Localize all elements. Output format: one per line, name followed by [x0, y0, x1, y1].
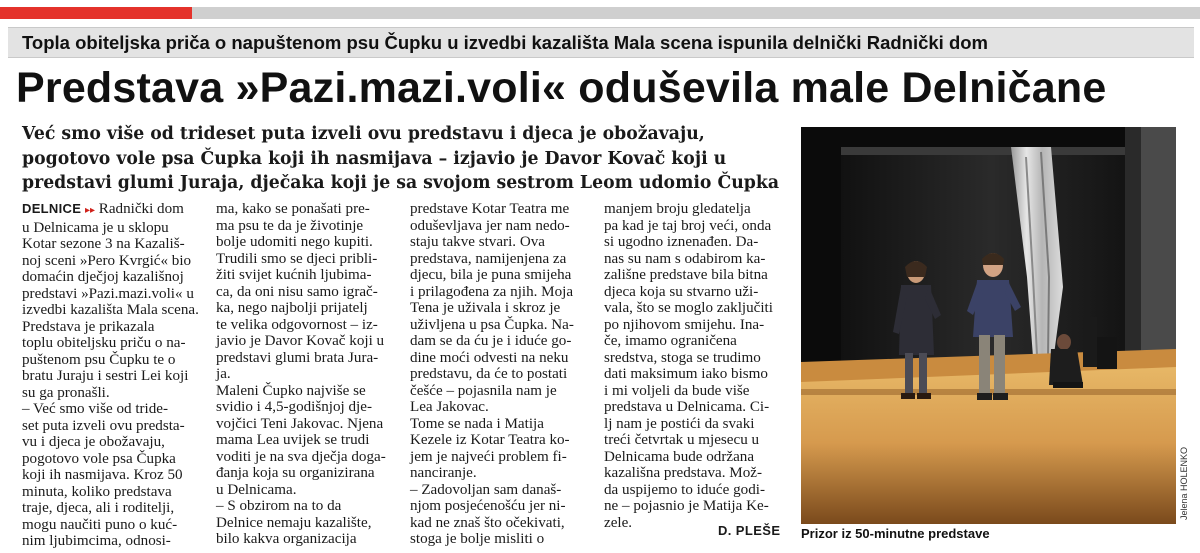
column-line: češće – pojasnila nam je [410, 382, 557, 399]
column-line: pogotovo vole psa Čupka [22, 450, 176, 467]
column-line: ne – pojasnio je Matija Ke- [604, 498, 769, 514]
column-line: dati maksimum iako bismo [604, 366, 768, 382]
column-line: lj nam je postići da svaki [604, 415, 755, 432]
column-line: ma, kako se ponašati pre- [216, 201, 370, 217]
column-line: če, imamo ograničena [604, 333, 737, 349]
column-line: si ugodno iznenađen. Da- [604, 234, 759, 250]
column-line: koji ih nasmijava. Kroz 50 [22, 467, 183, 483]
column-line: Kezele iz Kotar Teatra ko- [410, 432, 570, 448]
column-line: kazališna predstava. Mož- [604, 465, 762, 481]
column-line: Maleni Čupko najviše se [216, 382, 366, 399]
column-line: predstava, namijenjena za [410, 250, 567, 267]
column-line: noj sceni »Pero Kvrgić« bio [22, 252, 192, 269]
column-line: te velika odgovornost – iz- [216, 316, 378, 333]
column-line: vu i djeca je obožavaju, [22, 434, 165, 450]
column-line: predstave Kotar Teatra me [410, 201, 570, 217]
column-line: nim ljubimcima, odnosi- [22, 533, 171, 549]
column-line: da uspijemo to iduće godi- [604, 481, 765, 498]
column-line: pa kad je taj broj veći, onda [604, 217, 772, 234]
byline: D. PLEŠE [718, 523, 781, 538]
column-line: minuta, koliko predstava [22, 483, 172, 500]
headline: Predstava »Pazi.mazi.voli« oduševila male Delničane [16, 64, 1107, 112]
top-color-bar [0, 7, 1200, 19]
column-line: javio je Davor Kovač koji u [216, 333, 385, 349]
column-line: bolje udomiti nego kupiti. [216, 234, 373, 250]
red-accent-bar [0, 7, 192, 19]
column-line: mama Lea uvijek se trudi [216, 432, 370, 448]
column-line: stoga je bolje misliti o [410, 531, 545, 547]
column-line: žiti svijet kućnih ljubima- [216, 267, 372, 283]
column-line: bratu Juraju i sestri Lei koji [22, 368, 189, 384]
article-column-2 [216, 201, 402, 548]
column-line: đanja koja su organizirana [216, 465, 375, 481]
column-line: uživljena u psa Čupka. Na- [410, 316, 574, 333]
column-line: staju takve stvari. Ova [410, 234, 545, 250]
column-line: i prilagođena za njih. Moja [410, 283, 574, 300]
column-line: mogu naučiti puno o kuć- [22, 516, 178, 533]
column-line: po njihovom smijehu. Ina- [604, 316, 765, 333]
column-line: ca, da oni nisu samo igrač- [216, 283, 378, 300]
column-line: u Delnicama je u sklopu [22, 219, 169, 236]
column-line: Lea Jakovac. [410, 399, 489, 415]
column-line: predstava u Delnicama. Ci- [604, 399, 770, 415]
stage-photo [801, 127, 1176, 524]
lead-line: pogotovo vole psa Čupka koji ih nasmijava – izjavio je Davor Kovač koji u [22, 148, 727, 169]
column-line: Tena je uživala i skroz je [410, 300, 561, 316]
article-column-1 [22, 201, 208, 550]
column-line: manjem broju gledatelja [604, 201, 751, 217]
photo-caption: Prizor iz 50-minutne predstave [801, 526, 990, 541]
column-line: nanciranje. [410, 465, 477, 481]
column-line: puštenom psu Čupku te o [22, 351, 176, 368]
column-line: Tome se nada i Matija [410, 415, 544, 432]
column-text: Radnički dom [95, 201, 184, 217]
column-lines [604, 201, 790, 531]
column-line: bilo kakva organizacija [216, 531, 357, 547]
article-column-4 [604, 201, 790, 531]
stage-scene-image [801, 127, 1176, 524]
column-line: voditi je na sva dječja doga- [216, 448, 386, 465]
column-line: vala, što se moglo zaključiti [604, 300, 773, 316]
column-line: set puta izveli ovu predsta- [22, 417, 185, 434]
column-line: – S obzirom na to da [216, 498, 342, 514]
column-line: domaćin dječjoj kazališnoj [22, 269, 184, 285]
lead-line: predstavi glumi Juraja, dječaka koji je sa svojom sestrom Leom udomio Čupka [22, 173, 780, 193]
column-lines [216, 201, 402, 548]
column-line: oduševljava jer nam nedo- [410, 217, 570, 234]
column-line: nas su nam s odabirom ka- [604, 250, 766, 267]
column-line: zele. [604, 514, 633, 531]
column-line: ja. [216, 366, 231, 382]
column-line: izvedbi kazališta Mala scena. [22, 302, 199, 318]
column-line: sredstva, stoga se trudimo [604, 349, 761, 366]
column-line: – Zadovoljan sam današ- [410, 481, 562, 498]
column-line: vojčici Teni Jakovac. Njena [216, 415, 384, 432]
column-line: djecu, bila je puna smijeha [410, 267, 572, 283]
column-line [22, 201, 208, 220]
photo-credit: Jelena HOLENKO [1179, 446, 1189, 520]
column-line: Kotar sezone 3 na Kazališ- [22, 236, 185, 252]
column-line: svidio i 4,5-godišnjoj dje- [216, 399, 372, 415]
column-lines [410, 201, 596, 548]
dateline: DELNICE [22, 201, 82, 216]
column-line: dam se da ću je i iduće go- [410, 333, 572, 349]
column-line: toplu obiteljsku priču o na- [22, 335, 186, 351]
column-line: djeca koja su stvarno uži- [604, 283, 759, 300]
column-line: ma psu te da je životinje [216, 217, 364, 234]
article-column-3 [410, 201, 596, 548]
column-line: ka, nego najbolji prijatelj [216, 300, 368, 316]
column-line: su ga pronašli. [22, 384, 110, 401]
column-line: predstavu, da će to postati [410, 366, 568, 382]
column-line: jem je najveći problem fi- [410, 448, 567, 465]
kicker: Topla obiteljska priča o napuštenom psu Čupku u izvedbi kazališta Mala scena ispunila delnički Radnički dom [8, 27, 1194, 58]
column-line: zališne predstave bila bitna [604, 267, 768, 283]
column-lines [22, 220, 208, 550]
column-line: Delnice nemaju kazalište, [216, 514, 372, 531]
column-line: u Delnicama. [216, 481, 297, 498]
column-line: predstavi »Pazi.mazi.voli« u [22, 285, 194, 302]
column-line: treći četvrtak u mjesecu u [604, 432, 760, 448]
lead-line: Već smo više od trideset puta izveli ovu predstavu i djeca je obožavaju, [22, 124, 705, 144]
lead-paragraph [22, 122, 792, 196]
column-line: i mi voljeli da bude više [604, 382, 750, 399]
column-line: dine moći odvesti na neku [410, 349, 569, 366]
column-line: Predstava je prikazala [22, 318, 155, 335]
column-line: predstavi glumi brata Jura- [216, 349, 379, 366]
column-line: Trudili smo se djeci pribli- [216, 250, 378, 267]
column-line: njom posjećenošću jer ni- [410, 498, 566, 514]
column-line: Delnicama bude održana [604, 448, 755, 465]
column-line: traje, djeca, ali i roditelji, [22, 500, 175, 516]
column-line: kad ne znaš što očekivati, [410, 514, 565, 531]
dateline-arrows-icon: ▸▸ [84, 205, 95, 216]
column-line: – Već smo više od tride- [22, 401, 169, 417]
